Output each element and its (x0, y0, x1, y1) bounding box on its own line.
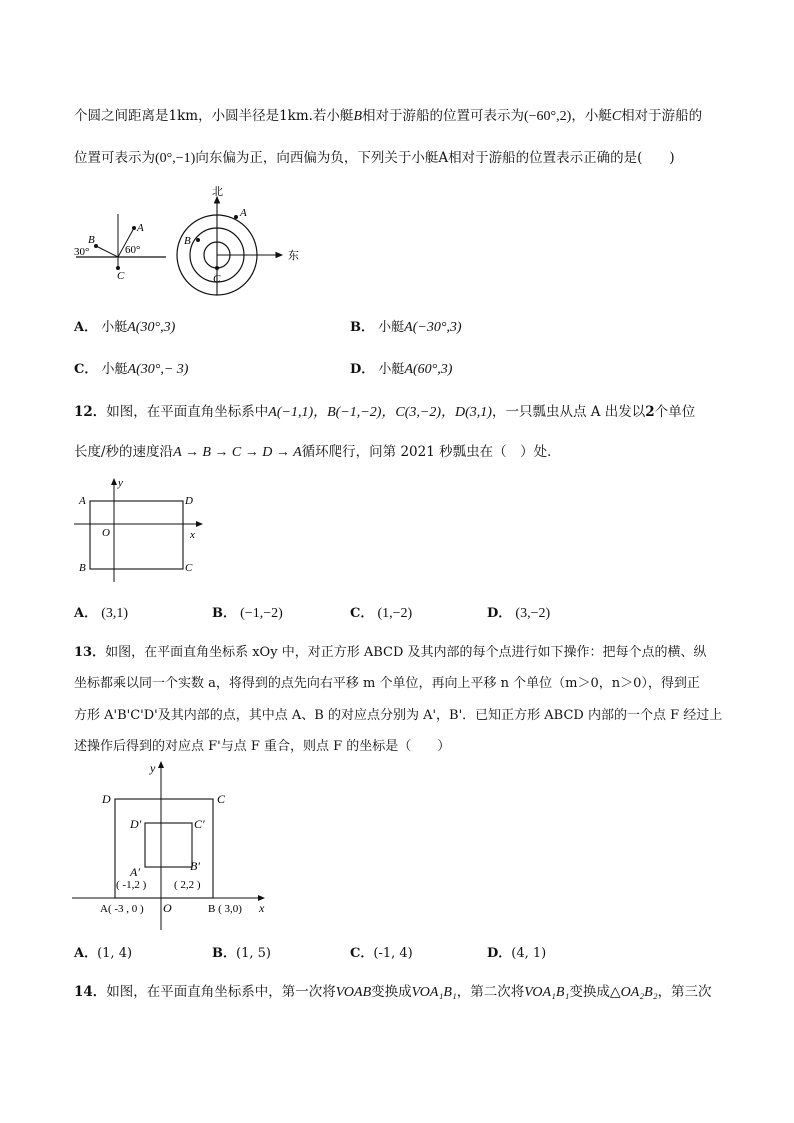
q13-label-c: C (217, 792, 226, 806)
q11-line2: 位置可表示为(0°,−1)向东偏为正，向西偏为负，下列关于小艇A相对于游船的位置表示正确的是( ) (74, 150, 675, 166)
q13-label-bprime: B′ (190, 859, 200, 873)
q13-option-d[interactable]: D．(4, 1) (487, 946, 547, 961)
q13-square-figure (70, 760, 280, 932)
q13-line2: 坐标都乘以同一个实数 a，将得到的点先向右平移 m 个单位，再向上平移 n 个单位（m＞0，n＞0），得到正 (74, 676, 700, 691)
q12-option-c[interactable]: C． (1,−2) (350, 606, 413, 621)
q11-left-label-a: A (137, 222, 144, 234)
q11-line1: 个圆之间距离是1km，小圆半径是1km.若小艇B相对于游船的位置可表示为(−60°,2)，小艇C相对于游船的 (74, 108, 703, 124)
q11-left-label-b: B (88, 234, 95, 246)
q13-b-coord: B ( 3,0) (208, 903, 242, 915)
q13-label-aprime: A′ (130, 865, 140, 879)
q13-option-a[interactable]: A．(1, 4) (74, 946, 133, 961)
q13-label-y: y (150, 761, 156, 775)
q11-right-label-a: A (240, 207, 247, 219)
q11-angle-figure (70, 210, 170, 280)
q12-option-a[interactable]: A． (3,1) (74, 606, 129, 621)
q12-line2: 长度/秒的速度沿A → B → C → D → A循环爬行，问第 2021 秒瓢虫在（ ）处． (74, 444, 561, 460)
q12-label-c: C (185, 562, 193, 574)
q13-option-b[interactable]: B．(1, 5) (212, 946, 271, 961)
q13-label-dprime: D′ (130, 817, 142, 831)
q12-option-b[interactable]: B． (−1,−2) (212, 606, 283, 621)
q11-right-label-b: B (184, 235, 191, 247)
q11-circles-figure (172, 185, 302, 303)
q13-label-cprime: C′ (194, 817, 205, 831)
q11-angle-30: 30° (74, 246, 90, 258)
q11-option-b[interactable]: B． 小艇A(−30°,3) (350, 320, 462, 335)
q12-option-d[interactable]: D． (3,−2) (487, 606, 551, 621)
q12-label-o: O (102, 527, 110, 539)
q11-east-label: 东 (288, 250, 299, 262)
q12-label-a: A (79, 495, 86, 507)
q13-label-x: x (259, 901, 265, 915)
q11-option-d[interactable]: D． 小艇A(60°,3) (350, 362, 453, 377)
q11-option-a[interactable]: A． 小艇A(30°,3) (74, 320, 176, 335)
q12-line1: 12．如图，在平面直角坐标系中A(−1,1)，B(−1,−2)，C(3,−2)，D(3,1)，一只瓢虫从点 A 出发以2个单位 (74, 404, 696, 420)
q11-angle-60: 60° (125, 244, 141, 256)
q12-label-x: x (190, 529, 195, 541)
q13-label-d: D (102, 792, 111, 806)
q13-bprime-coord: ( 2,2 ) (174, 879, 201, 891)
q11-option-c[interactable]: C． 小艇A(30°,− 3) (74, 362, 189, 377)
q11-left-label-c: C (117, 270, 125, 282)
q13-line3: 方形 A'B'C'D'及其内部的点，其中点 A、B 的对应点分别为 A'，B'．已知正方形 ABCD 内部的一个点 F 经过上 (74, 708, 723, 723)
q13-line1: 13．如图，在平面直角坐标系 xOy 中，对正方形 ABCD 及其内部的每个点进行如下操作：把每个点的横、纵 (74, 645, 707, 660)
q13-label-o: O (163, 901, 172, 915)
q13-aprime-coord: ( -1,2 ) (116, 879, 147, 891)
q11-north-label: 北 (212, 186, 223, 198)
q12-label-d: D (185, 495, 193, 507)
q13-a-coord: A( -3 , 0 ) (100, 903, 144, 915)
q11-right-label-c: C (213, 273, 221, 285)
q12-label-y: y (118, 477, 123, 489)
q13-option-c[interactable]: C．(-1, 4) (350, 946, 413, 961)
q12-rect-figure (72, 476, 212, 586)
q13-line4: 述操作后得到的对应点 F'与点 F 重合，则点 F 的坐标是（ ） (74, 739, 451, 754)
q12-label-b: B (79, 562, 86, 574)
q14-line1: 14．如图，在平面直角坐标系中，第一次将VOAB变换成VOA₁B₁，第二次将VOA₁B₁变换成△OA₂B₂，第三次 (74, 984, 712, 1000)
